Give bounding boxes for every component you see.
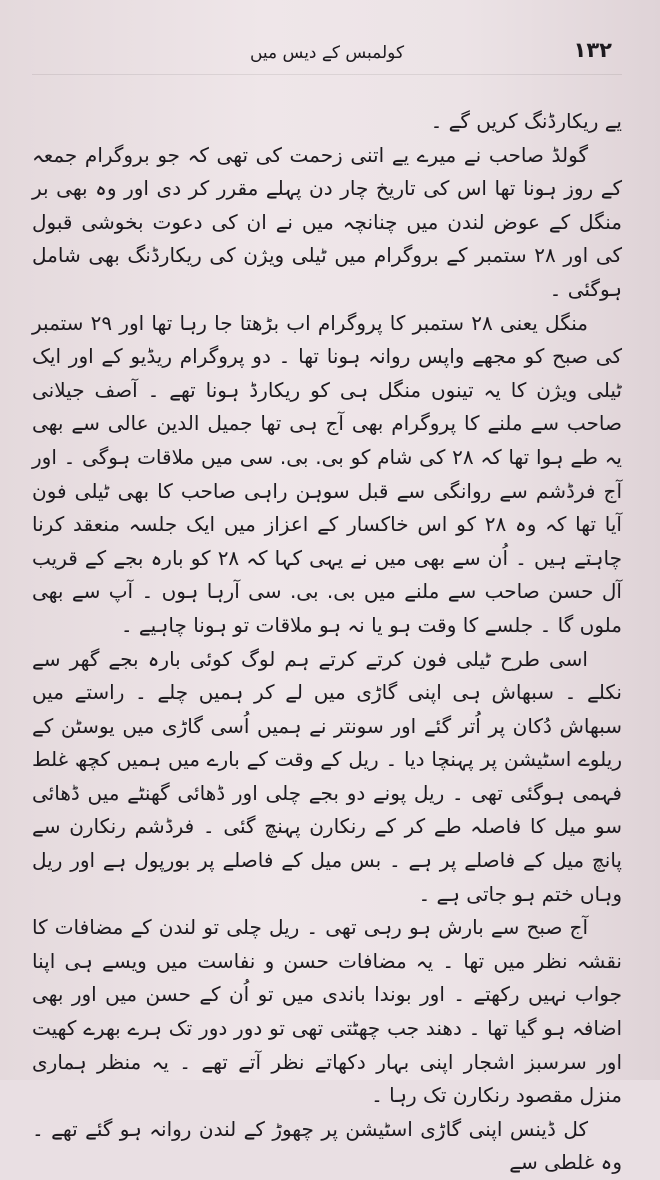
paragraph-4: اسی طرح ٹیلی فون کرتے کرتے ہم لوگ کوئی بارہ بجے گھر سے نکلے ۔ سبھاش ہی اپنی گاڑی میں لے کر ہمیں چلے ۔ راستے میں سبھاش دُکان پر اُتر گئے اور سونتر نے ہمیں اُسی گاڑی میں یوسٹن کے ریلوے اسٹیشن پر پہنچا دیا ۔ ریل کے وقت کے بارے میں ہمیں کچھ غلط فہمی ہوگئی تھی ۔ ریل پونے دو بجے چلی اور ڈھائی گھنٹے میں ڈھائی سو میل کا فاصلہ طے کر کے رنکارن پہنچ گئی ۔ فرڈشم رنکارن سے پانچ میل کے فاصلے پر ہے ۔ بس میل کے فاصلے پر بورپول ہے اور ریل وہاں ختم ہو جاتی ہے ۔	[32, 646, 622, 906]
paragraph-1: یے ریکارڈنگ کریں گے ۔	[430, 109, 622, 133]
page-header	[32, 38, 622, 75]
running-title: کولمبس کے دیس میں	[249, 43, 405, 63]
page-number: ۱۳۲	[573, 38, 612, 62]
body-text	[32, 105, 622, 1180]
paragraph-3: منگل یعنی ۲۸ ستمبر کا پروگرام اب بڑھتا جا رہا تھا اور ۲۹ ستمبر کی صبح کو مجھے واپس روانہ ہونا تھا ۔ دو پروگرام ریڈیو کے اور ایک ٹیلی ویژن کا یہ تینوں منگل ہی کو ریکارڈ ہونا تھے ۔ آصف جیلانی صاحب سے ملنے کا پروگرام بھی آج ہی تھا جمیل الدین عالی سے بھی یہ طے ہوا تھا کہ ۲۸ کی شام کو بی. بی. سی میں ملاقات ہوگی ۔ اور آج فرڈشم سے روانگی سے قبل سوہن راہی صاحب کا بھی ٹیلی فون آیا تھا کہ وہ ۲۸ کو اس خاکسار کے اعزاز میں ایک جلسہ منعقد کرنا چاہتے ہیں ۔ اُن سے بھی میں نے یہی کہا کہ ۲۸ کو بارہ بجے کے قریب آل حسن صاحب سے ملنے میں بی. بی. سی آرہا ہوں ۔ آپ سے بھی ملوں گا ۔ جلسے کا وقت ہو یا نہ ہو ملاقات تو ہونا چاہیے ۔	[32, 310, 623, 637]
paragraph-2: گولڈ صاحب نے میرے یے اتنی زحمت کی تھی کہ جو بروگرام جمعہ کے روز ہونا تھا اس کی تاریخ چار دن پہلے مقرر کر دی اور وہ بھی بر منگل کے عوض لندن میں چنانچہ میں نے ان کی دعوت بخوشی قبول کی اور ۲۸ ستمبر کے بروگرام میں ٹیلی ویژن کی ریکارڈنگ بھی شامل ہوگئی ۔	[32, 142, 623, 301]
paragraph-6: کل ڈینس اپنی گاڑی اسٹیشن پر چھوڑ کے لندن روانہ ہو گئے تھے ۔ وہ غلطی سے	[32, 1116, 622, 1175]
paragraph-5: آج صبح سے بارش ہو رہی تھی ۔ ریل چلی تو لندن کے مضافات کا نقشہ نظر میں تھا ۔ یہ مضافات حسن و نفاست میں ویسے ہی اپنا جواب نہیں رکھتے ۔ اور بوندا باندی میں تو اُن کے حسن میں اور بھی اضافہ ہو گیا تھا ۔ دھند جب چھٹتی تھی تو دور دور تک ہرے بھرے کھیت اور سرسبز اشجار اپنی بہار دکھاتے نظر آتے تھے ۔ یہ منظر ہماری منزل مقصود رنکارن تک رہا ۔	[32, 915, 622, 1108]
